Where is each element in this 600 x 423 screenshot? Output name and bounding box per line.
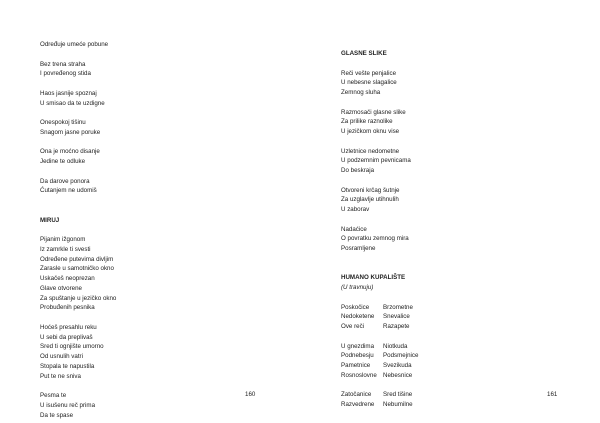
verse-line: Određene putevima divljim	[40, 255, 114, 263]
stanza-break	[341, 98, 581, 108]
verse-pair-right: Razapete	[383, 323, 410, 330]
verse-line: Zemnog sluha	[341, 89, 381, 96]
verse-pair	[341, 361, 581, 371]
right-page-number: 161	[547, 391, 558, 398]
verse-line: O povratku zemnog mira	[341, 235, 409, 243]
stanza-break	[40, 381, 280, 391]
verse-line: Ona je moćno disanje	[40, 148, 100, 156]
verse-pair	[341, 312, 581, 322]
verse-line: Za spuštanje u jezičko okno	[40, 294, 117, 302]
verse-pair-right: Svezikuda	[383, 362, 412, 369]
poem-title: HUMANO KUPALIŠTE	[341, 274, 406, 282]
verse-line: Do beskraja	[341, 167, 375, 174]
verse-line: Uzletnice nedometne	[341, 147, 400, 155]
verse-line: Iz zamrkle ti svesti	[40, 245, 91, 253]
verse-pair	[341, 351, 581, 361]
verse-line: Snagom jasne poruke	[40, 128, 101, 136]
verse-line: Ćutanjem ne udomiš	[40, 187, 97, 195]
left-page-text	[40, 40, 280, 420]
poem-subtitle: (U travnuju)	[341, 284, 374, 291]
verse-pair-left: Nedoketene	[341, 313, 375, 321]
verse-line: Reči vešte penjalice	[341, 69, 397, 77]
verse-line: Haos jasnije spoznaj	[40, 89, 97, 97]
verse-pair-left: Pametnice	[341, 362, 371, 369]
verse-pair-right: Podsmejnice	[383, 352, 419, 360]
verse-line: Za prilike raznolike	[341, 118, 393, 126]
verse-line: Uskačeš neoprezan	[40, 275, 95, 282]
stanza-break	[341, 176, 581, 186]
stanza-break	[341, 215, 581, 225]
verse-pair-left: Zatočanice	[341, 391, 372, 399]
verse-line: Posramljene	[341, 245, 376, 252]
verse-pair-left: U gnezdima	[341, 342, 375, 350]
verse-line: Zarasle u samotničko okno	[40, 265, 114, 273]
verse-pair	[341, 303, 581, 313]
verse-pair-right: Sred tišine	[383, 391, 413, 399]
stanza-break	[40, 313, 280, 323]
stanza-break	[341, 293, 581, 303]
verse-line: Bez trena straha	[40, 60, 86, 68]
verse-pair-right: Niotkuda	[383, 342, 408, 350]
verse-line: Probuđenih pesnika	[40, 304, 95, 312]
verse-line: Razmosači glasne slike	[341, 108, 406, 116]
verse-line: Jedine te odluke	[40, 158, 86, 165]
verse-line: Pijanim ižgonom	[40, 236, 86, 243]
verse-pair	[341, 342, 581, 352]
verse-line: Za uzglavlje utihnulih	[341, 196, 399, 204]
verse-line: Hoćeš presahlu reku	[40, 323, 97, 331]
verse-line: Od usnulih vatri	[40, 353, 83, 360]
verse-line: Stopala te napustila	[40, 362, 95, 370]
verse-pair-right: Nebesnice	[383, 371, 413, 379]
verse-line: U podzemnim pevnicama	[341, 157, 411, 165]
stanza-break	[40, 225, 280, 235]
verse-line: U jezičkom oknu vise	[341, 128, 400, 135]
left-page-number: 160	[245, 391, 256, 398]
stanza-break	[40, 108, 280, 118]
stanza-break	[341, 254, 581, 264]
stanza-break	[40, 79, 280, 89]
verse-line: I povređenog stida	[40, 70, 91, 78]
right-page	[300, 0, 600, 423]
verse-pair-right: Brzometne	[383, 303, 413, 311]
right-page-text	[341, 49, 581, 410]
verse-line: U smisao da te uzdigne	[40, 99, 105, 107]
verse-line: Određuje umeće pobune	[40, 41, 109, 48]
verse-line: U sebi da preplivaš	[40, 333, 93, 341]
stanza-break	[341, 381, 581, 391]
verse-pair	[341, 322, 581, 332]
verse-pair-left: Razvedrene	[341, 401, 375, 408]
verse-pair-left: Ove reči	[341, 323, 365, 330]
verse-line: Pesma te	[40, 392, 67, 399]
verse-line: Da te spase	[40, 411, 74, 419]
verse-pair-left: Poskočice	[341, 303, 370, 311]
stanza-break	[341, 137, 581, 147]
verse-line: U zaborav	[341, 206, 370, 213]
verse-line: Nadaćice	[341, 225, 367, 233]
verse-pair	[341, 400, 581, 410]
verse-pair-right: Snevalice	[383, 313, 410, 321]
verse-pair	[341, 371, 581, 381]
verse-line: Glave otvorene	[40, 284, 82, 292]
verse-pair	[341, 390, 581, 400]
verse-line: Put te ne sniva	[40, 372, 81, 380]
verse-line: Sred ti ognjište umorno	[40, 343, 104, 351]
verse-line: Otvoreni krčag šutnje	[341, 186, 400, 194]
stanza-break	[40, 206, 280, 216]
stanza-break	[40, 167, 280, 177]
stanza-break	[40, 50, 280, 60]
stanza-break	[40, 138, 280, 148]
poem-title: GLASNE SLIKE	[341, 50, 387, 57]
poem-title: MIRUJ	[40, 216, 60, 224]
verse-pair-left: Rosnoslovne	[341, 371, 377, 379]
verse-line: Da darove ponora	[40, 177, 90, 185]
stanza-break	[341, 59, 581, 69]
verse-line: U isušenu reč prima	[40, 401, 96, 409]
verse-pair-left: Podnebesju	[341, 352, 374, 360]
verse-pair-right: Nebumilne	[383, 401, 413, 408]
stanza-break	[341, 264, 581, 274]
verse-line: U nebesne slagalice	[341, 79, 397, 87]
verse-line: Onespokoj tišinu	[40, 119, 86, 126]
stanza-break	[40, 196, 280, 206]
stanza-break	[341, 332, 581, 342]
